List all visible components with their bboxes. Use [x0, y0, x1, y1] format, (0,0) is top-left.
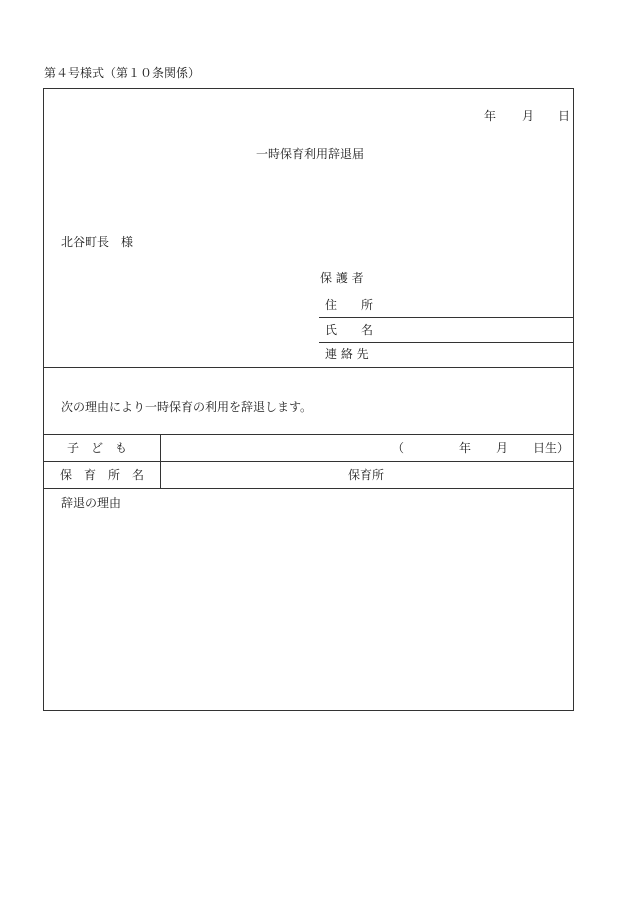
child-label: 子 ど も	[67, 441, 128, 455]
form-number: 第４号様式（第１０条関係）	[44, 66, 201, 80]
guardian-name-line	[319, 342, 574, 343]
guardian-contact-label: 連 絡 先	[325, 347, 369, 361]
form-title: 一時保育利用辞退届	[256, 147, 365, 161]
table-mid-line	[43, 461, 574, 462]
guardian-name-label: 氏 名	[325, 323, 374, 337]
child-birth-month: 月	[496, 441, 509, 455]
statement-text: 次の理由により一時保育の利用を辞退します。	[61, 400, 313, 414]
date-month-label: 月	[522, 109, 535, 123]
child-birth-paren: （	[392, 441, 405, 455]
child-birth-day: 日生）	[533, 441, 570, 455]
date-year-label: 年	[484, 109, 497, 123]
nursery-suffix: 保育所	[348, 468, 385, 482]
guardian-heading: 保 護 者	[320, 271, 364, 285]
child-birth-year: 年	[459, 441, 472, 455]
date-day-label: 日	[558, 109, 571, 123]
section-divider	[43, 367, 574, 368]
nursery-label: 保 育 所 名	[60, 468, 145, 482]
guardian-address-label: 住 所	[325, 298, 374, 312]
table-top-line	[43, 434, 574, 435]
addressee: 北谷町長 様	[61, 235, 134, 249]
table-column-divider	[160, 434, 161, 488]
table-bottom-line	[43, 488, 574, 489]
reason-label: 辞退の理由	[61, 496, 122, 510]
guardian-address-line	[319, 317, 574, 318]
